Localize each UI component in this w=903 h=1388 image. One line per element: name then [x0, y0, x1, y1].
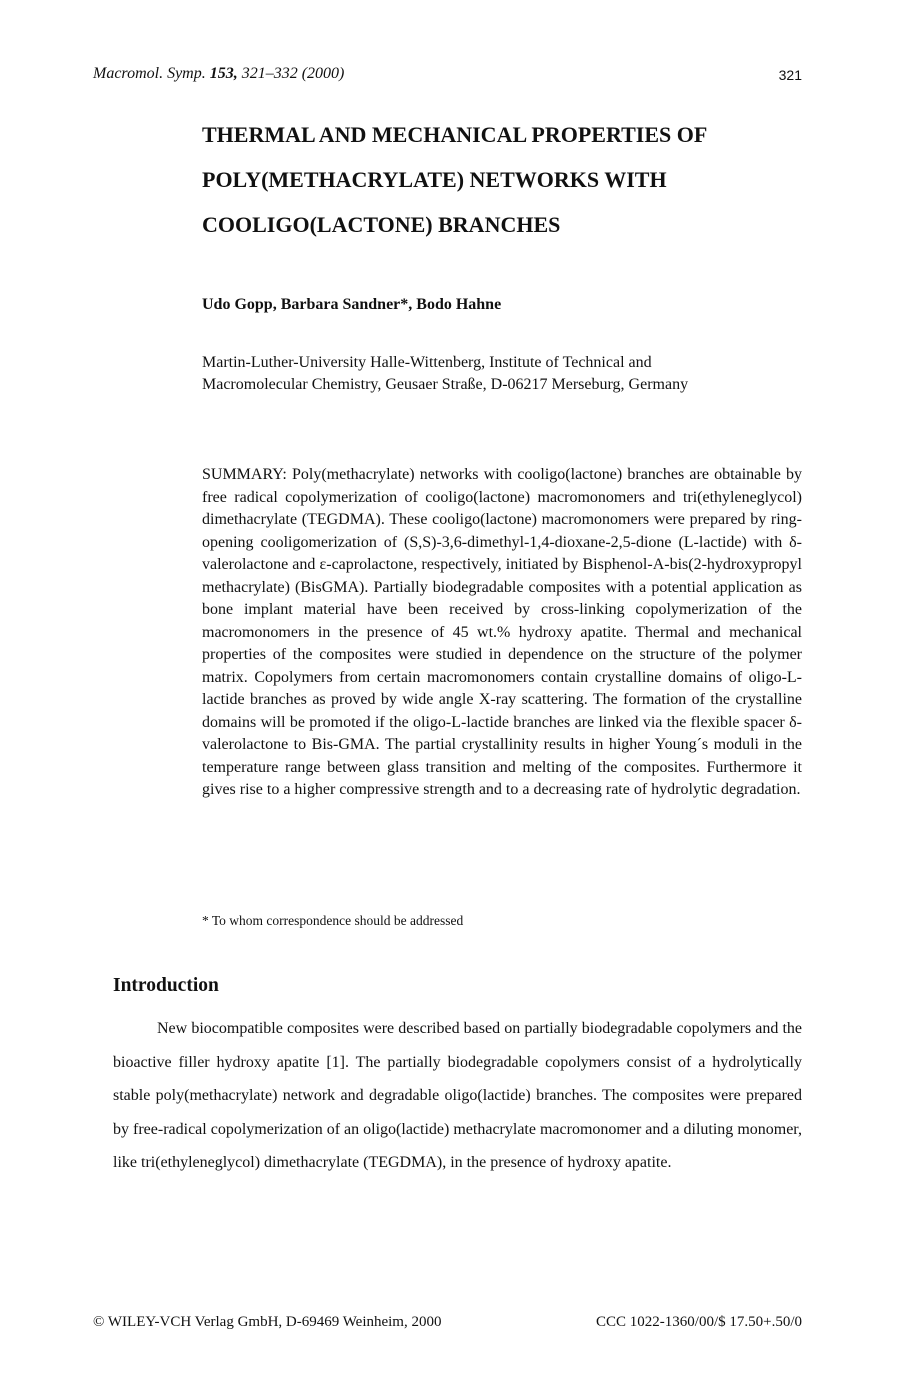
title-line-2: POLY(METHACRYLATE) NETWORKS WITH: [202, 167, 667, 192]
journal-prefix: Macromol. Symp.: [93, 65, 210, 82]
author-list: Udo Gopp, Barbara Sandner*, Bodo Hahne: [202, 296, 502, 313]
correspondence-note: * To whom correspondence should be addressed: [202, 913, 464, 928]
footer-copyright: © WILEY-VCH Verlag GmbH, D-69469 Weinheim, 2000: [93, 1314, 442, 1330]
journal-volume: 153,: [209, 65, 238, 82]
footer-ccc-code: CCC 1022-1360/00/$ 17.50+.50/0: [596, 1314, 802, 1330]
affiliation: [202, 352, 822, 396]
title-line-1: THERMAL AND MECHANICAL PROPERTIES OF: [202, 122, 708, 147]
affiliation-line-1: Martin-Luther-University Halle-Wittenberg, Institute of Technical and: [202, 354, 652, 371]
introduction-paragraph: New biocompatible composites were described based on partially biodegradable copolymers and the bioactive filler hydroxy apatite [1]. The partially biodegradable copolymers consist of a hydrolytically stable poly(methacrylate) network and degradable oligo(lactide) branches. The composites were prepared by free-radical copolymerization of an oligo(lactide) methacrylate macromonomer and a diluting monomer, like tri(ethyleneglycol) dimethacrylate (TEGDMA), in the presence of hydroxy apatite.: [113, 1020, 802, 1172]
affiliation-line-2: Macromolecular Chemistry, Geusaer Straße, D-06217 Merseburg, Germany: [202, 376, 689, 393]
page-number: 321: [778, 67, 802, 83]
journal-pages-year: 321–332 (2000): [237, 65, 345, 82]
summary-abstract: SUMMARY: Poly(methacrylate) networks with cooligo(lactone) branches are obtainable by free radical copolymerization of cooligo(lactone) macromonomers and tri(ethyleneglycol) dimethacrylate (TEGDMA). These cooligo(lactone) macromonomers were prepared by ring-opening cooligomerization of (S,S)-3,6-dimethyl-1,4-dioxane-2,5-dione (L-lactide) with δ-valerolactone and ε-caprolactone, respectively, initiated by Bisphenol-A-bis(2-hydroxypropyl methacrylate) (BisGMA). Partially biodegradable composites with a potential application as bone implant material have been received by cross-linking copolymerization of the macromonomers in the presence of 45 wt.% hydroxy apatite. Thermal and mechanical properties of the composites were studied in dependence on the structure of the polymer matrix. Copolymers from certain macromonomers contain crystalline domains of oligo-L-lactide branches as proved by wide angle X-ray scattering. The formation of the crystalline domains will be promoted if the oligo-L-lactide branches are linked via the flexible spacer δ-valerolactone to Bis-GMA. The partial crystallinity results in higher Young´s moduli in the temperature range between glass transition and melting of the composites. Furthermore it gives rise to a higher compressive strength and to a decreasing rate of hydrolytic degradation.: [202, 466, 802, 798]
title-line-3: COOLIGO(LACTONE) BRANCHES: [202, 212, 561, 237]
paper-title: [202, 112, 842, 247]
journal-citation: [93, 65, 344, 83]
introduction-heading: Introduction: [113, 975, 219, 996]
